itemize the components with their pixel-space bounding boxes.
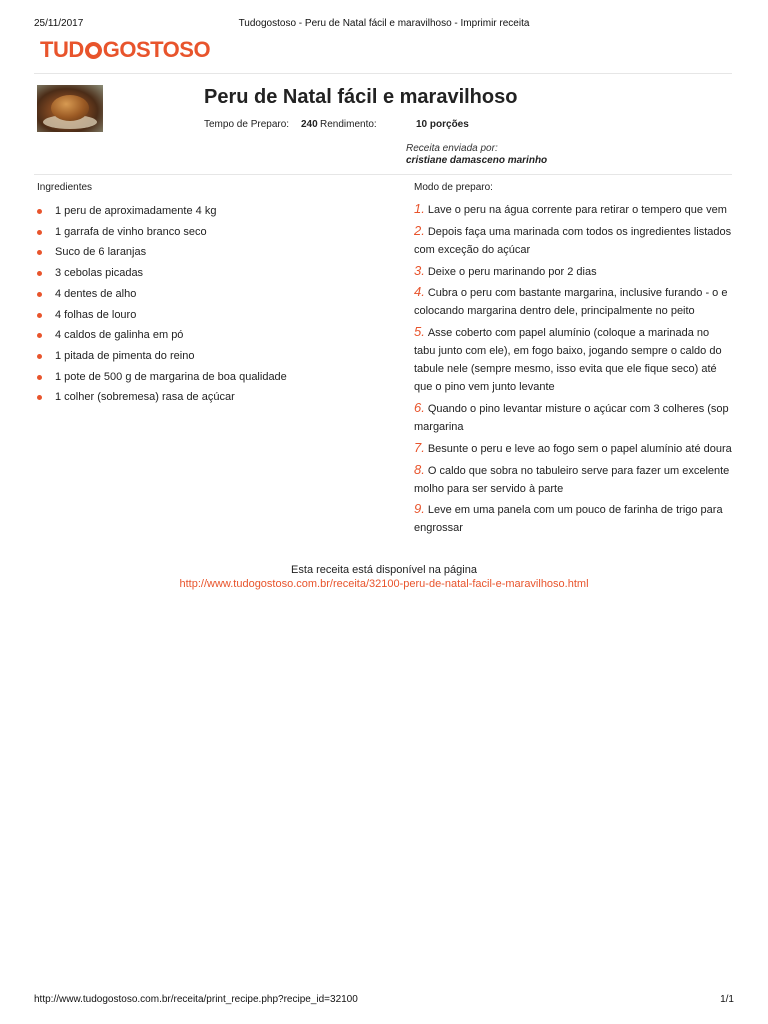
recipe-source-text: Esta receita está disponível na página xyxy=(291,564,477,576)
ingredient-item xyxy=(37,222,377,243)
content-divider xyxy=(34,174,732,175)
bullet-icon xyxy=(37,250,42,255)
step-text: Quando o pino levantar misture o açúcar com 3 colheres (sop margarina xyxy=(414,402,729,433)
ingredient-item xyxy=(37,325,377,346)
ingredient-text: 3 cebolas picadas xyxy=(55,267,144,280)
yield-label: Rendimento: xyxy=(320,119,377,130)
ingredient-text: 1 pitada de pimenta do reino xyxy=(55,349,195,362)
turkey-shape xyxy=(51,95,89,121)
bullet-icon xyxy=(37,230,42,235)
step-number: 5. xyxy=(414,324,425,340)
steps-list xyxy=(414,200,732,540)
print-date: 25/11/2017 xyxy=(34,18,84,29)
step-item xyxy=(414,262,732,281)
step-item xyxy=(414,222,732,259)
step-text: Depois faça uma marinada com todos os ingredientes listados com exceção do açúcar xyxy=(414,225,732,256)
step-number: 9. xyxy=(414,501,425,517)
ingredient-text: 4 folhas de louro xyxy=(55,308,137,321)
ingredient-item xyxy=(37,367,377,388)
step-text: Leve em uma panela com um pouco de farinha de trigo para engrossar xyxy=(414,504,723,535)
step-item xyxy=(414,461,732,498)
ingredient-item xyxy=(37,305,377,326)
bullet-icon xyxy=(37,271,42,276)
step-number: 7. xyxy=(414,439,425,455)
bullet-icon xyxy=(37,354,42,359)
ingredient-text: 4 caldos de galinha em pó xyxy=(55,329,184,342)
step-number: 4. xyxy=(414,284,425,300)
step-item xyxy=(414,323,732,396)
site-logo[interactable] xyxy=(40,37,210,63)
step-number: 2. xyxy=(414,222,425,238)
logo-plate-icon xyxy=(85,42,102,59)
step-item xyxy=(414,439,732,458)
step-text: Deixe o peru marinando por 2 dias xyxy=(427,265,597,278)
bullet-icon xyxy=(37,313,42,318)
bullet-icon xyxy=(37,333,42,338)
print-page-number: 1/1 xyxy=(720,994,734,1005)
ingredient-item xyxy=(37,387,377,408)
step-number: 1. xyxy=(414,201,425,216)
bullet-icon xyxy=(37,375,42,380)
ingredient-text: 4 dentes de alho xyxy=(55,287,137,300)
step-number: 6. xyxy=(414,399,425,415)
ingredient-text: 1 peru de aproximadamente 4 kg xyxy=(55,205,217,217)
print-title: Tudogostoso - Peru de Natal fácil e maravilhoso - Imprimir receita xyxy=(238,18,530,29)
bullet-icon xyxy=(37,292,42,297)
recipe-photo xyxy=(37,85,103,132)
ingredient-text: 1 garrafa de vinho branco seco xyxy=(55,225,207,238)
step-text: Besunte o peru e leve ao fogo sem o papel alumínio até doura xyxy=(427,442,732,455)
step-text: Lave o peru na água corrente para retirar o tempero que vem xyxy=(427,204,727,216)
yield-value: 10 porções xyxy=(416,119,469,130)
step-text: Asse coberto com papel alumínio (coloque a marinada no tabu junto com ele), em fogo baixo, jogando sempre o caldo do tabule nele (sempre mesmo, isso evita que ele fique seco) até que o pino vem junto levante xyxy=(414,327,722,394)
recipe-source-link[interactable]: http://www.tudogostoso.com.br/receita/32100-peru-de-natal-facil-e-maravilhoso.html xyxy=(179,578,589,590)
steps-title: Modo de preparo: xyxy=(414,182,493,193)
bullet-icon xyxy=(37,395,42,400)
bullet-icon xyxy=(37,209,42,214)
sent-by-name: cristiane damasceno marinho xyxy=(406,155,548,166)
step-item xyxy=(414,500,732,537)
ingredients-list xyxy=(37,201,377,408)
step-item xyxy=(414,200,732,219)
prep-time-label: Tempo de Preparo: xyxy=(204,119,290,130)
step-item xyxy=(414,283,732,320)
ingredient-item xyxy=(37,201,377,222)
logo-text-part1: TUD xyxy=(40,37,84,62)
recipe-title: Peru de Natal fácil e maravilhoso xyxy=(204,86,518,108)
step-text: Cubra o peru com bastante margarina, inclusive furando - o e colocando margarina dentro dele, principalmente no peito xyxy=(414,287,728,318)
ingredient-item xyxy=(37,263,377,284)
print-page-url: http://www.tudogostoso.com.br/receita/print_recipe.php?recipe_id=32100 xyxy=(34,994,358,1005)
ingredient-item xyxy=(37,242,377,263)
step-number: 8. xyxy=(414,461,425,477)
ingredients-title: Ingredientes xyxy=(37,182,93,193)
sent-by-label: Receita enviada por: xyxy=(406,143,498,154)
ingredient-text: Suco de 6 laranjas xyxy=(55,246,147,259)
prep-time-value: 240 xyxy=(301,119,318,130)
ingredient-item xyxy=(37,346,377,367)
step-text: O caldo que sobra no tabuleiro serve para fazer um excelente molho para ser servido à parte xyxy=(414,464,730,495)
step-number: 3. xyxy=(414,262,425,278)
ingredient-text: 1 pote de 500 g de margarina de boa qualidade xyxy=(55,370,287,383)
ingredient-text: 1 colher (sobremesa) rasa de açúcar xyxy=(55,391,235,404)
step-item xyxy=(414,399,732,436)
logo-text-part2: GOSTOSO xyxy=(102,37,211,62)
ingredient-item xyxy=(37,284,377,305)
header-divider xyxy=(34,73,732,74)
